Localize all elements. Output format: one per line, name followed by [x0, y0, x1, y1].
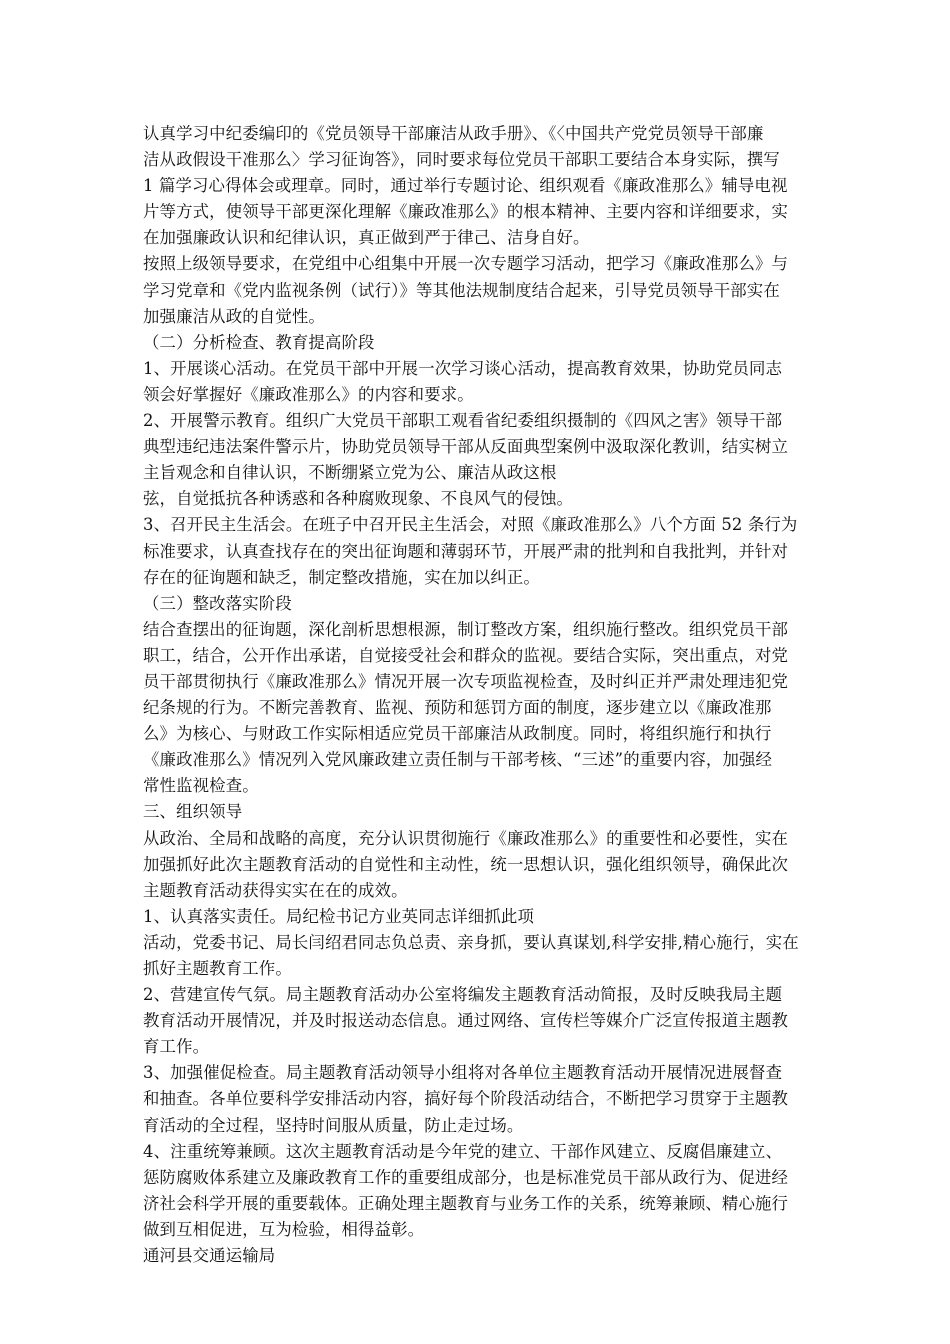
- text-line: 4、注重统筹兼顾。这次主题教育活动是今年党的建立、干部作风建立、反腐倡廉建立、: [143, 1141, 783, 1161]
- text-line: 1、认真落实责任。局纪检书记方业英同志详细抓此项: [143, 906, 535, 926]
- text-line: 惩防腐败体系建立及廉政教育工作的重要组成部分，也是标准党员干部从政行为、促进经: [143, 1167, 789, 1187]
- text-line: 2、开展警示教育。组织广大党员干部职工观看省纪委组织摄制的《四风之害》领导干部: [143, 411, 783, 431]
- text-line: 3、召开民主生活会。在班子中召开民主生活会，对照《廉政准那么》八个方面 52 条行为: [143, 515, 798, 535]
- text-line: 2、营建宣传气氛。局主题教育活动办公室将编发主题教育活动简报，及时反映我局主题: [143, 985, 783, 1005]
- text-line: 常性监视检查。: [143, 776, 259, 796]
- text-line: 主旨观念和自律认识，不断绷紧立党为公、廉洁从政这根: [143, 463, 557, 483]
- text-line: 洁从政假设干准那么〉学习征询答》，同时要求每位党员干部职工要结合本身实际，撰写: [143, 150, 780, 170]
- signature-organization: 通河县交通运输局: [143, 1246, 276, 1266]
- text-line: 抓好主题教育工作。: [143, 959, 292, 978]
- text-line: 按照上级领导要求，在党组中心组集中开展一次专题学习活动，把学习《廉政准那么》与: [143, 254, 789, 274]
- text-line: 片等方式，使领导干部更深化理解《廉政准那么》的根本精神、主要内容和详细要求，实: [143, 202, 789, 222]
- text-line: 做到互相促进，互为检验，相得益彰。: [143, 1219, 425, 1239]
- text-line: 济社会科学开展的重要载体。正确处理主题教育与业务工作的关系，统筹兼顾、精心施行: [143, 1193, 789, 1213]
- text-line: 教育活动开展情况，并及时报送动态信息。通过网络、宣传栏等媒介广泛宣传报道主题教: [143, 1011, 789, 1031]
- text-line: 《廉政准那么》情况列入党风廉政建立责任制与干部考核、“三述”的重要内容，加强经: [143, 750, 773, 770]
- text-line: 纪条规的行为。不断完善教育、监视、预防和惩罚方面的制度，逐步建立以《廉政准那: [143, 698, 772, 718]
- text-line: 弦，自觉抵抗各种诱惑和各种腐败现象、不良风气的侵蚀。: [143, 489, 574, 509]
- text-line: 活动，党委书记、局长闫绍君同志负总责、亲身抓，要认真谋划,科学安排,精心施行，实在: [143, 932, 799, 952]
- text-line: 标准要求，认真查找存在的突出征询题和薄弱环节，开展严肃的批判和自我批判，并针对: [143, 541, 789, 561]
- text-line: 1、开展谈心活动。在党员干部中开展一次学习谈心活动，提高教育效果，协助党员同志: [143, 358, 783, 378]
- text-line: 加强廉洁从政的自觉性。: [143, 306, 325, 326]
- text-line: 育工作。: [143, 1037, 210, 1057]
- text-line: 育活动的全过程，坚持时间服从质量，防止走过场。: [143, 1115, 524, 1135]
- text-line: 领会好掌握好《廉政准那么》的内容和要求。: [143, 384, 474, 404]
- text-line: 员干部贯彻执行《廉政准那么》情况开展一次专项监视检查，及时纠正并严肃处理违犯党: [143, 671, 789, 691]
- text-line: 学习党章和《党内监视条例（试行）》等其他法规制度结合起来，引导党员领导干部实在: [143, 280, 780, 300]
- text-line: 主题教育活动获得实实在在的成效。: [143, 880, 408, 900]
- section-heading: 三、组织领导: [143, 802, 243, 822]
- text-line: 1 篇学习心得体会或理章。同时，通过举行专题讨论、组织观看《廉政准那么》辅导电视: [143, 176, 788, 196]
- text-line: 典型违纪违法案件警示片，协助党员领导干部从反面典型案例中汲取深化教训，结实树立: [143, 437, 789, 457]
- text-line: 加强抓好此次主题教育活动的自觉性和主动性，统一思想认识，强化组织领导，确保此次: [143, 854, 789, 874]
- text-line: 在加强廉政认识和纪律认识，真正做到严于律己、洁身自好。: [143, 228, 590, 248]
- section-heading: （二）分析检查、教育提高阶段: [143, 332, 375, 352]
- text-line: 认真学习中纪委编印的《党员领导干部廉洁从政手册》、《〈中国共产党党员领导干部廉: [143, 124, 764, 143]
- text-line: 么》为核心、与财政工作实际相适应党员干部廉洁从政制度。同时，将组织施行和执行: [143, 724, 772, 744]
- text-line: 3、加强催促检查。局主题教育活动领导小组将对各单位主题教育活动开展情况进展督查: [143, 1063, 783, 1083]
- text-line: 从政治、全局和战略的高度，充分认识贯彻施行《廉政准那么》的重要性和必要性，实在: [143, 828, 789, 848]
- text-line: 和抽查。各单位要科学安排活动内容，搞好每个阶段活动结合，不断把学习贯穿于主题教: [143, 1089, 789, 1109]
- text-line: 存在的征询题和缺乏，制定整改措施，实在加以纠正。: [143, 567, 540, 587]
- section-heading: （三）整改落实阶段: [143, 593, 292, 613]
- text-line: 结合查摆出的征询题，深化剖析思想根源，制订整改方案，组织施行整改。组织党员干部: [143, 619, 789, 639]
- document-body: [143, 121, 809, 1269]
- text-line: 职工，结合，公开作出承诺，自觉接受社会和群众的监视。要结合实际，突出重点，对党: [143, 645, 789, 665]
